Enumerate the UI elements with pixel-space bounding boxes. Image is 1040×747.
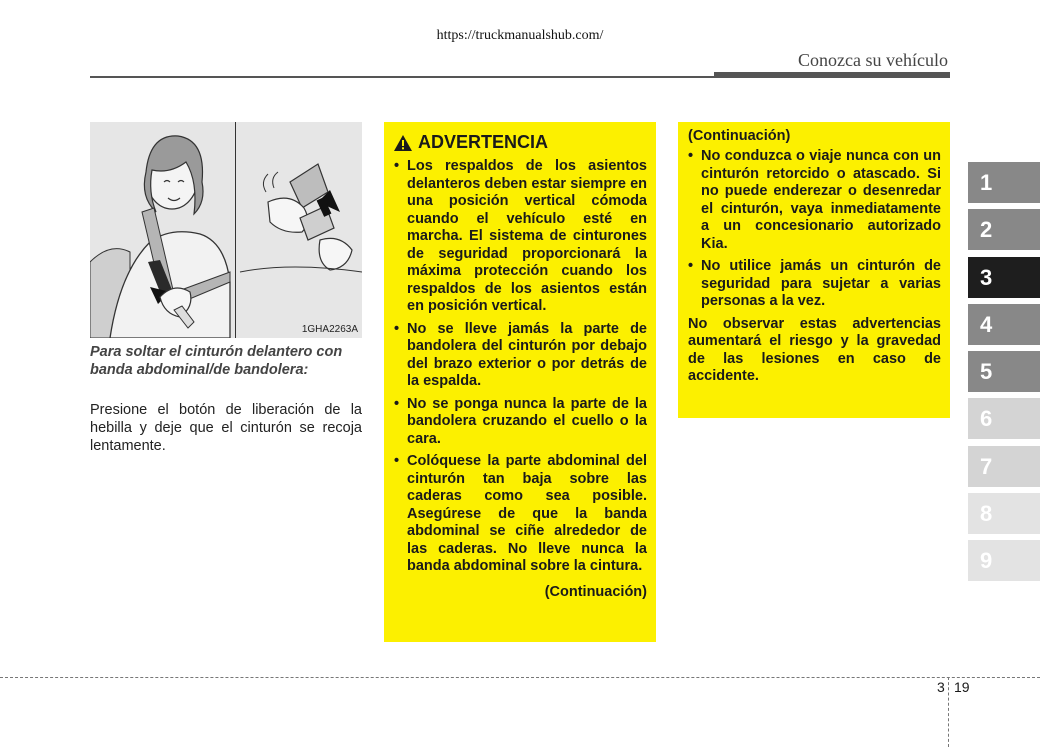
- warning-heading: [394, 132, 647, 153]
- footer-divider: [948, 677, 949, 747]
- footer-chapter: 3: [937, 679, 945, 695]
- chapter-tab-1[interactable]: 1: [968, 162, 1040, 203]
- chapter-tabs: [968, 162, 1040, 588]
- warning-item: • No conduzca o viaje nunca con un cinturón retorcido o atascado. Si no puede enderezar o desenredar el cinturón, vaya inmediatamente a un concesionario autorizado Kia.: [688, 148, 941, 253]
- warning-closing: No observar estas advertencias aumentará el riesgo y la gravedad de las lesiones en caso de accidente.: [688, 315, 941, 384]
- figure-divider: [235, 122, 236, 338]
- instruction-text: Presione el botón de liberación de la hebilla y deje que el cinturón se recoja lentamente.: [90, 402, 362, 454]
- header-rule-thick: [714, 72, 950, 78]
- warning-item: • No se ponga nunca la parte de la bandolera cruzando el cuello o la cara.: [394, 396, 647, 449]
- header-rule-thin: [90, 76, 714, 78]
- warning-box-1: [384, 122, 656, 642]
- chapter-tab-8[interactable]: 8: [968, 493, 1040, 534]
- warning-item: • Colóquese la parte abdominal del cinturón tan baja sobre las caderas como sea posible. Asegúrese de que la banda abdominal se ciñe alrededor de las caderas. No lleve nunca la banda abdominal sobre la cintura.: [394, 453, 647, 576]
- continuation-heading: (Continuación): [688, 128, 791, 144]
- warning-list-1: [394, 158, 647, 576]
- chapter-tab-3[interactable]: 3: [968, 257, 1040, 298]
- chapter-tab-2[interactable]: 2: [968, 209, 1040, 250]
- chapter-tab-5[interactable]: 5: [968, 351, 1040, 392]
- warning-item: • No utilice jamás un cinturón de seguridad para sujetar a varias personas a la vez.: [688, 258, 941, 311]
- source-url: https://truckmanualshub.com/: [436, 28, 604, 43]
- footer-page-number: 19: [954, 679, 970, 695]
- warning-box-2: [678, 122, 950, 418]
- seatbelt-illustration-drawing: [90, 122, 362, 338]
- warning-title: ADVERTENCIA: [418, 132, 549, 152]
- chapter-tab-4[interactable]: 4: [968, 304, 1040, 345]
- figure-caption: Para soltar el cinturón delantero con banda abdominal/de bandolera:: [90, 344, 343, 378]
- figure-code: 1GHA2263A: [301, 324, 358, 335]
- warning-triangle-icon: [394, 135, 412, 151]
- warning-item: • Los respaldos de los asientos delanteros deben estar siempre en una posición vertical cómoda cuando el vehículo esté en marcha. El sistema de cinturones de seguridad proporcionará la máxima protección cuando los respaldos de los asientos están en posición vertical.: [394, 158, 647, 316]
- chapter-tab-7[interactable]: 7: [968, 446, 1040, 487]
- warning-list-2: [688, 148, 941, 311]
- section-title: Conozca su vehículo: [798, 50, 948, 70]
- chapter-tab-6[interactable]: 6: [968, 398, 1040, 439]
- footer-rule: [0, 677, 1040, 678]
- chapter-tab-9[interactable]: 9: [968, 540, 1040, 581]
- warning-item: • No se lleve jamás la parte de bandolera del cinturón por debajo del brazo exterior o por detrás de la espalda.: [394, 321, 647, 391]
- continuation-label: (Continuación): [544, 583, 647, 600]
- seatbelt-release-illustration: [90, 122, 362, 338]
